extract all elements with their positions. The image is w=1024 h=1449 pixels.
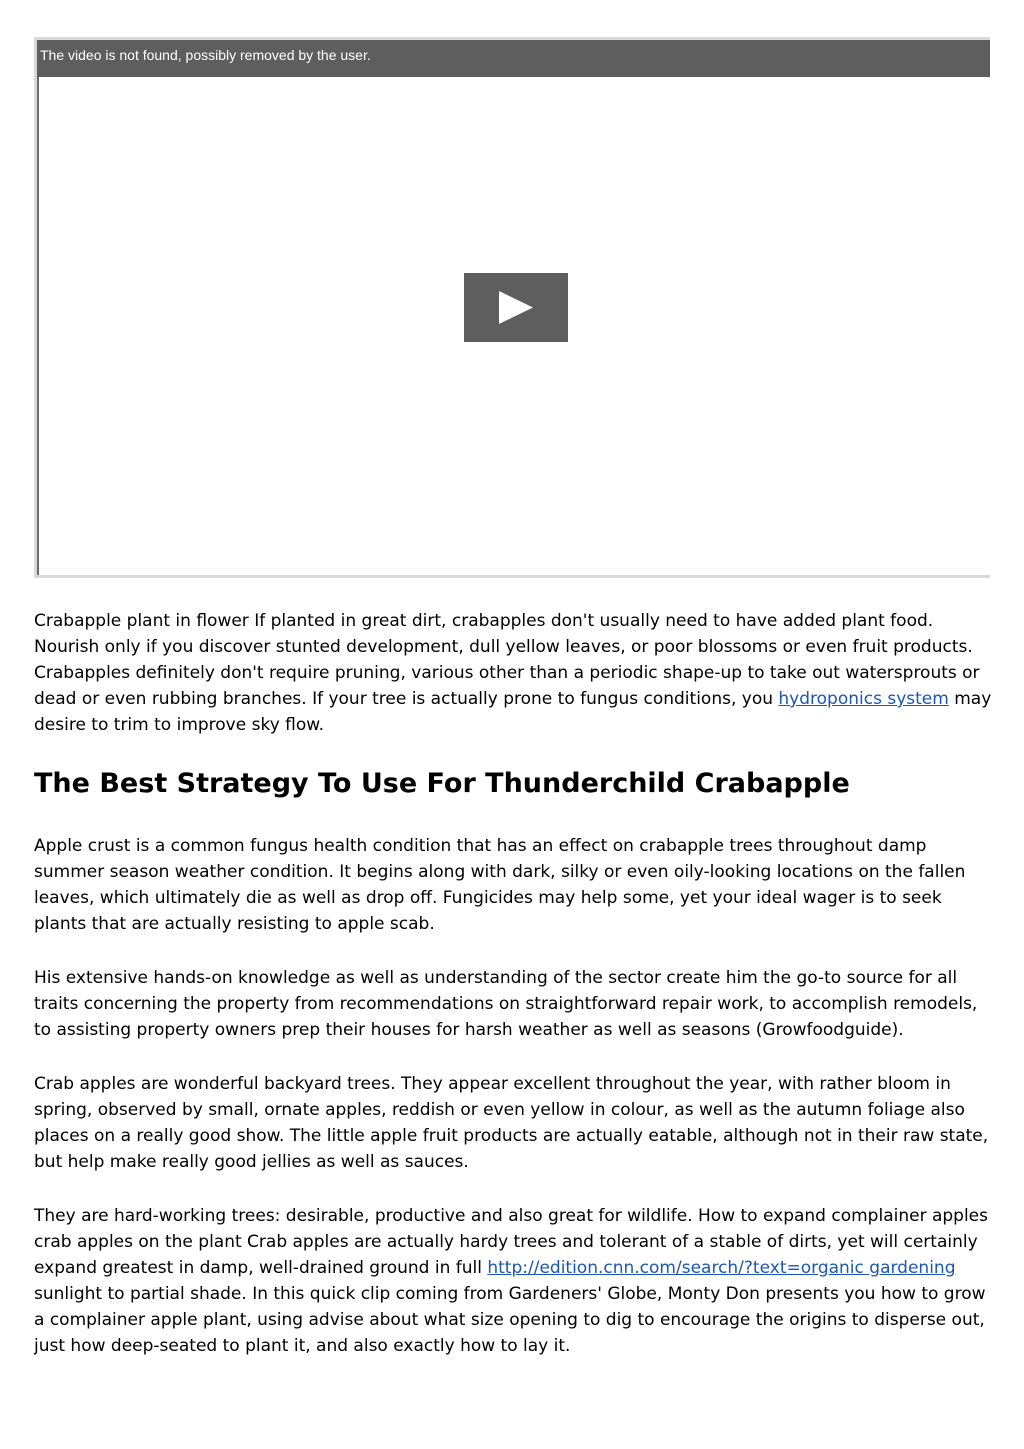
play-button[interactable] <box>464 273 568 342</box>
video-error-bar <box>37 40 990 77</box>
paragraph-intro-text-after: may desire to trim to improve sky flow. <box>34 689 992 735</box>
video-left-border <box>37 77 39 575</box>
paragraph-intro <box>34 608 994 738</box>
paragraph-planting <box>34 1203 994 1359</box>
video-error-message: The video is not found, possibly removed by the user. <box>40 47 371 63</box>
paragraph-intro-text-before: Crabapple plant in flower If planted in great dirt, crabapples don't usually need to have added plant food. Nourish only if you discover stunted development, dull yellow leaves, or poor blossoms or even fruit products. Crabapples definitely don't require pruning, various other than a periodic shape-up to take out watersprouts or dead or even rubbing branches. If your tree is actually prone to fungus conditions, you <box>34 611 980 709</box>
paragraph-expert: His extensive hands-on knowledge as well as understanding of the sector create him the go-to source for all traits concerning the property from recommendations on straightforward repair work, to accomplish remodels, to assisting property owners prep their houses for harsh weather as well as seasons (Growfoodguide). <box>34 968 978 1040</box>
video-embed[interactable] <box>34 37 990 578</box>
hydroponics-system-link[interactable]: hydroponics system <box>778 689 949 709</box>
paragraph-planting-text-before: They are hard-working trees: desirable, productive and also great for wildlife. How to expand complainer apples crab apples on the plant Crab apples are actually hardy trees and tolerant of a stable of dirts, yet will certainly expand greatest in damp, well-drained ground in full <box>34 1206 989 1278</box>
paragraph-planting-text-after: sunlight to partial shade. In this quick clip coming from Gardeners' Globe, Monty Don presents you how to grow a complainer apple plant, using advise about what size opening to dig to encourage the origins to disperse out, just how deep-seated to plant it, and also exactly how to lay it. <box>34 1284 986 1356</box>
organic-gardening-link[interactable]: http://edition.cnn.com/search/?text=organic gardening <box>487 1258 956 1278</box>
section-heading: The Best Strategy To Use For Thunderchild Crabapple <box>34 768 850 799</box>
play-icon <box>499 291 533 324</box>
paragraph-crab-apples: Crab apples are wonderful backyard trees. They appear excellent throughout the year, with rather bloom in spring, observed by small, ornate apples, reddish or even yellow in colour, as well as the autumn foliage also places on a really good show. The little apple fruit products are actually eatable, although not in their raw state, but help make really good jellies as well as sauces. <box>34 1074 989 1172</box>
paragraph-apple-scab: Apple crust is a common fungus health condition that has an effect on crabapple trees throughout damp summer season weather condition. It begins along with dark, silky or even oily-looking locations on the fallen leaves, which ultimately die as well as drop off. Fungicides may help some, yet your ideal wager is to seek plants that are actually resisting to apple scab. <box>34 836 966 934</box>
